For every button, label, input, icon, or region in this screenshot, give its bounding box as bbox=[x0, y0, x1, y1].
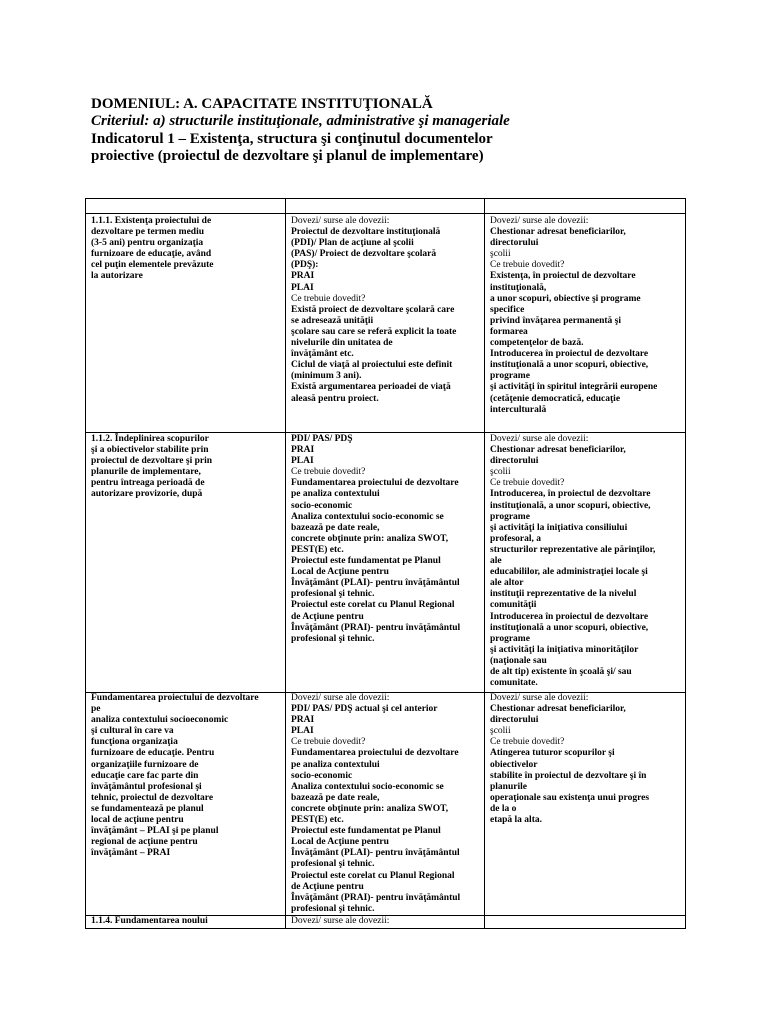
cell-text-line: 1.1.4. Fundamentarea noului bbox=[91, 916, 208, 926]
cell-text-line: Proiectul este corelat cu Planul Regional bbox=[291, 870, 455, 881]
cell-text-line: aleasă pentru proiect. bbox=[291, 393, 379, 404]
evidence-survey-cell bbox=[485, 214, 686, 433]
document-heading bbox=[91, 96, 510, 165]
cell-text-line: şi a obiectivelor stabilite prin bbox=[91, 445, 209, 456]
cell-text-line: interculturală bbox=[490, 404, 547, 415]
cell-text-line: Proiectul de dezvoltare instituţională bbox=[291, 227, 441, 238]
evidence-documents-cell bbox=[286, 214, 485, 433]
domain-heading: DOMENIUL: A. CAPACITATE INSTITUŢIONALĂ bbox=[91, 96, 433, 112]
indicator-cell bbox=[86, 693, 286, 916]
cell-text-line: formarea bbox=[490, 326, 528, 337]
cell-text-line: a unor scopuri, obiective şi programe bbox=[490, 293, 641, 304]
cell-text-line: organizaţiile furnizoare de bbox=[91, 759, 199, 770]
cell-text-line: şcolii bbox=[490, 726, 511, 737]
cell-text-line: Învăţământ (PRAI)- pentru învăţământul bbox=[291, 892, 461, 903]
cell-text-line: Atingerea tuturor scopurilor şi bbox=[490, 748, 615, 759]
cell-text-line: comunitate. bbox=[490, 678, 538, 689]
cell-text-line: Învăţământ (PRAI)- pentru învăţământul bbox=[291, 622, 461, 633]
cell-text-line: Fundamentarea proiectului de dezvoltare bbox=[91, 693, 259, 703]
header-cell bbox=[485, 199, 686, 214]
indicator-heading-line-2: proiective (proiectul de dezvoltare şi planul de implementare) bbox=[91, 147, 484, 164]
cell-text-line: de la o bbox=[490, 803, 517, 814]
cell-text-line: şi activităţi la iniţiativa consiliului bbox=[490, 522, 628, 533]
cell-text-line: (PDŞ): bbox=[291, 260, 319, 271]
header-cell bbox=[86, 199, 286, 214]
table-row bbox=[86, 433, 686, 693]
cell-text-line: privind învăţarea permanentă şi bbox=[490, 315, 621, 326]
table-header-row bbox=[86, 199, 686, 214]
cell-text-line: instituţii reprezentative de la nivelul bbox=[490, 589, 637, 600]
cell-text-line: concrete obţinute prin: analiza SWOT, bbox=[291, 803, 449, 814]
cell-text-line: regional de acţiune pentru bbox=[91, 837, 198, 848]
cell-text-line: Dovezi/ surse ale dovezii: bbox=[291, 693, 390, 703]
cell-text-line: pe bbox=[91, 704, 101, 715]
cell-text-line: profesional şi tehnic. bbox=[291, 859, 375, 870]
cell-text-line: funcţiona organizaţia bbox=[91, 737, 178, 748]
cell-text-line: 1.1.1. Existenţa proiectului de bbox=[91, 216, 212, 226]
indicator-cell bbox=[86, 433, 286, 693]
cell-text-line: PDI/ PAS/ PDŞ bbox=[291, 434, 353, 444]
cell-text-line: Introducerea în proiectul de dezvoltare bbox=[490, 611, 649, 622]
cell-text-line: şi activităţi la iniţiativa minorităţilor bbox=[490, 644, 639, 655]
cell-text-line: analiza contextului socioeconomic bbox=[91, 715, 229, 726]
cell-text-line: Ciclul de viaţă al proiectului este definit bbox=[291, 360, 453, 371]
cell-text-line: programe bbox=[490, 371, 530, 382]
indicator-cell bbox=[86, 916, 286, 929]
cell-text-line: Dovezi/ surse ale dovezii: bbox=[490, 216, 589, 226]
criterion-heading: Criteriul: a) structurile instituţionale, administrative şi manageriale bbox=[91, 113, 510, 130]
cell-text-line: instituţională, a unor scopuri, obiective, bbox=[490, 500, 651, 511]
cell-text-line: şcolii bbox=[490, 467, 511, 478]
cell-text-line: autorizare provizorie, după bbox=[91, 489, 203, 500]
cell-text-line: socio-economic bbox=[291, 770, 353, 781]
cell-text-line: (naţionale sau bbox=[490, 655, 547, 666]
cell-text-line: PLAI bbox=[291, 282, 314, 293]
cell-text-line: Învăţământ (PLAI)- pentru învăţământul bbox=[291, 578, 460, 589]
cell-text-line: (cetăţenie democratică, educaţie bbox=[490, 393, 621, 404]
cell-text-line: instituţională a unor scopuri, obiective, bbox=[490, 360, 649, 371]
cell-text-line: instituţională a unor scopuri, obiective, bbox=[490, 622, 649, 633]
cell-text-line: socio-economic bbox=[291, 500, 353, 511]
cell-text-line: pentru întreaga perioadă de bbox=[91, 478, 205, 489]
cell-text-line: furnizoare de educaţie. Pentru bbox=[91, 748, 215, 759]
cell-text-line: Introducerea, în proiectul de dezvoltare bbox=[490, 489, 651, 500]
cell-text-line: Local de Acţiune pentru bbox=[291, 567, 389, 578]
cell-text-line: directorului bbox=[490, 456, 539, 467]
cell-text-line: profesional şi tehnic. bbox=[291, 589, 375, 600]
cell-text-line: învăţământ – PLAI şi pe planul bbox=[91, 826, 219, 837]
cell-text-line: PRAI bbox=[291, 715, 315, 726]
evidence-survey-cell bbox=[485, 693, 686, 916]
cell-text-line: şi cultural în care va bbox=[91, 726, 174, 737]
cell-text-line: Chestionar adresat beneficiarilor, bbox=[490, 227, 626, 238]
cell-text-line: şcolare sau care se referă explicit la toate bbox=[291, 326, 457, 337]
evidence-survey-cell bbox=[485, 433, 686, 693]
cell-text-line: (PDI)/ Plan de acţiune al şcolii bbox=[291, 238, 414, 249]
cell-text-line: Învăţământ (PLAI)- pentru învăţământul bbox=[291, 848, 460, 859]
cell-text-line: Proiectul este corelat cu Planul Regional bbox=[291, 600, 455, 611]
table-row bbox=[86, 916, 686, 929]
cell-text-line: programe bbox=[490, 511, 530, 522]
cell-text-line: învăţământul profesional şi bbox=[91, 781, 202, 792]
cell-text-line: Dovezi/ surse ale dovezii: bbox=[490, 434, 589, 444]
cell-text-line: concrete obţinute prin: analiza SWOT, bbox=[291, 533, 449, 544]
cell-text-line: planurile bbox=[490, 781, 527, 792]
cell-text-line: profesional şi tehnic. bbox=[291, 903, 375, 914]
cell-text-line: pe analiza contextului bbox=[291, 759, 380, 770]
cell-text-line: instituţională, bbox=[490, 282, 547, 293]
cell-text-line: local de acţiune pentru bbox=[91, 815, 184, 826]
cell-text-line: PLAI bbox=[291, 456, 314, 467]
cell-text-line: Fundamentarea proiectului de dezvoltare bbox=[291, 748, 459, 759]
cell-text-line: Existenţa, în proiectul de dezvoltare bbox=[490, 271, 636, 282]
criteria-table bbox=[85, 198, 686, 929]
cell-text-line: PRAI bbox=[291, 445, 315, 456]
cell-text-line: Local de Acţiune pentru bbox=[291, 837, 389, 848]
cell-text-line: Chestionar adresat beneficiarilor, bbox=[490, 704, 626, 715]
cell-text-line: se fundamentează pe planul bbox=[91, 803, 204, 814]
cell-text-line: cel puţin elementele prevăzute bbox=[91, 260, 214, 271]
cell-text-line: Ce trebuie dovedit? bbox=[291, 293, 366, 304]
cell-text-line: la autorizare bbox=[91, 271, 143, 282]
cell-text-line: Ce trebuie dovedit? bbox=[291, 737, 366, 748]
cell-text-line: Introducerea în proiectul de dezvoltare bbox=[490, 349, 649, 360]
cell-text-line: bazează pe date reale, bbox=[291, 792, 380, 803]
cell-text-line: (PAS)/ Proiect de dezvoltare şcolară bbox=[291, 249, 437, 260]
cell-text-line: învăţământ etc. bbox=[291, 349, 354, 360]
cell-text-line: proiectul de dezvoltare şi prin bbox=[91, 456, 213, 467]
cell-text-line: profesional şi tehnic. bbox=[291, 633, 375, 644]
cell-text-line: Există proiect de dezvoltare şcolară care bbox=[291, 304, 455, 315]
evidence-documents-cell bbox=[286, 433, 485, 693]
cell-text-line: PEST(E) etc. bbox=[291, 815, 344, 826]
cell-text-line: competenţelor de bază. bbox=[490, 338, 584, 349]
cell-text-line: Proiectul este fundamentat pe Planul bbox=[291, 556, 441, 567]
cell-text-line: furnizoare de educaţie, având bbox=[91, 249, 212, 260]
cell-text-line: Dovezi/ surse ale dovezii: bbox=[490, 693, 589, 703]
cell-text-line: pe analiza contextului bbox=[291, 489, 380, 500]
cell-text-line: nivelurile din unitatea de bbox=[291, 338, 393, 349]
cell-text-line: etapă la alta. bbox=[490, 815, 542, 826]
cell-text-line: ale altor bbox=[490, 578, 524, 589]
cell-text-line: (3-5 ani) pentru organizaţia bbox=[91, 238, 204, 249]
cell-text-line: tehnic, proiectul de dezvoltare bbox=[91, 792, 214, 803]
cell-text-line: 1.1.2. Îndeplinirea scopurilor bbox=[91, 434, 209, 444]
cell-text-line: dezvoltare pe termen mediu bbox=[91, 227, 205, 238]
header-cell bbox=[286, 199, 485, 214]
indicator-heading-line-1: Indicatorul 1 – Existenţa, structura şi conţinutul documentelor bbox=[91, 130, 493, 147]
cell-text-line: comunităţii bbox=[490, 600, 537, 611]
cell-text-line: Analiza contextului socio-economic se bbox=[291, 781, 444, 792]
indicator-cell bbox=[86, 214, 286, 433]
cell-text-line: programe bbox=[490, 633, 530, 644]
cell-text-line: Ce trebuie dovedit? bbox=[490, 260, 565, 271]
cell-text-line: de alt tip) existente în şcoală şi/ sau bbox=[490, 666, 632, 677]
cell-text-line: Ce trebuie dovedit? bbox=[490, 737, 565, 748]
table-body bbox=[86, 214, 686, 929]
cell-text-line: educabililor, ale administraţiei locale şi bbox=[490, 567, 648, 578]
table-row bbox=[86, 693, 686, 916]
cell-text-line: Dovezi/ surse ale dovezii: bbox=[291, 916, 390, 926]
cell-text-line: se adresează unităţii bbox=[291, 315, 374, 326]
evidence-survey-cell bbox=[485, 916, 686, 929]
cell-text-line: specifice bbox=[490, 304, 525, 315]
cell-text-line: ale bbox=[490, 556, 502, 567]
cell-text-line: planurile de implementare, bbox=[91, 467, 201, 478]
cell-text-line: Proiectul este fundamentat pe Planul bbox=[291, 826, 441, 837]
cell-text-line: Ce trebuie dovedit? bbox=[291, 467, 366, 478]
cell-text-line: directorului bbox=[490, 238, 539, 249]
cell-text-line: Ce trebuie dovedit? bbox=[490, 478, 565, 489]
cell-text-line: operaţionale sau existenţa unui progres bbox=[490, 792, 650, 803]
cell-text-line: Există argumentarea perioadei de viaţă bbox=[291, 382, 451, 393]
cell-text-line: de Acţiune pentru bbox=[291, 881, 364, 892]
cell-text-line: Analiza contextului socio-economic se bbox=[291, 511, 444, 522]
cell-text-line: profesoral, a bbox=[490, 533, 542, 544]
cell-text-line: stabilite în proiectul de dezvoltare şi în bbox=[490, 770, 647, 781]
cell-text-line: PLAI bbox=[291, 726, 314, 737]
cell-text-line: directorului bbox=[490, 715, 539, 726]
cell-text-line: de Acţiune pentru bbox=[291, 611, 364, 622]
cell-text-line: PRAI bbox=[291, 271, 315, 282]
cell-text-line: educaţie care fac parte din bbox=[91, 770, 199, 781]
cell-text-line: Chestionar adresat beneficiarilor, bbox=[490, 445, 626, 456]
cell-text-line: Fundamentarea proiectului de dezvoltare bbox=[291, 478, 459, 489]
cell-text-line: bazează pe date reale, bbox=[291, 522, 380, 533]
cell-text-line: învăţământ – PRAI bbox=[91, 848, 171, 859]
evidence-documents-cell bbox=[286, 916, 485, 929]
cell-text-line: şcolii bbox=[490, 249, 511, 260]
cell-text-line: PEST(E) etc. bbox=[291, 544, 344, 555]
cell-text-line: Dovezi/ surse ale dovezii: bbox=[291, 216, 390, 226]
cell-text-line: obiectivelor bbox=[490, 759, 538, 770]
cell-text-line: şi activităţi în spiritul integrării europene bbox=[490, 382, 658, 393]
table-row bbox=[86, 214, 686, 433]
cell-text-line: PDI/ PAS/ PDŞ actual şi cel anterior bbox=[291, 704, 438, 715]
cell-text-line: (minimum 3 ani). bbox=[291, 371, 362, 382]
evidence-documents-cell bbox=[286, 693, 485, 916]
cell-text-line: structurilor reprezentative ale părinţilor, bbox=[490, 544, 656, 555]
